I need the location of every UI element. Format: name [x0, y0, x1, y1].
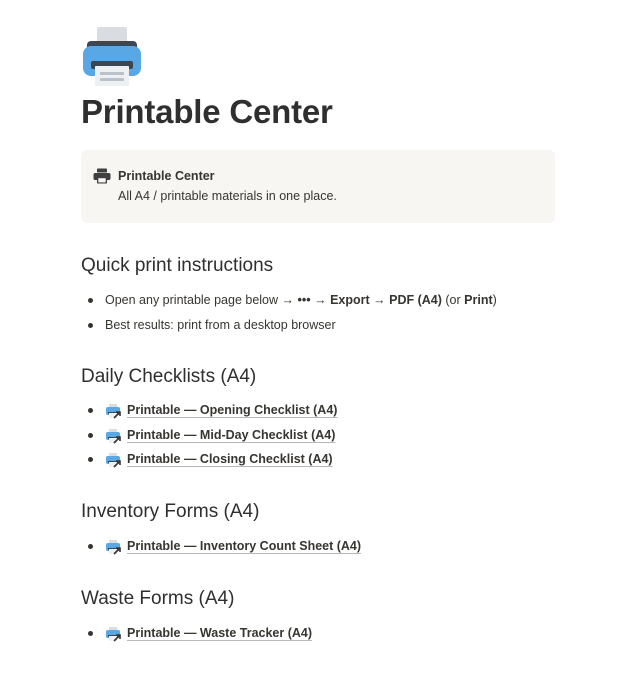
page-link-waste-tracker[interactable]: Printable — Waste Tracker (A4) [105, 621, 312, 645]
daily-list [81, 398, 337, 472]
printer-icon [93, 168, 111, 184]
list-item [81, 423, 337, 448]
bullet-icon [88, 457, 93, 462]
inventory-list [81, 534, 361, 559]
bullet-icon [88, 631, 93, 636]
inventory-heading: Inventory Forms (A4) [81, 501, 260, 522]
instructions-heading: Quick print instructions [81, 255, 274, 276]
daily-heading: Daily Checklists (A4) [81, 366, 257, 387]
printer-link-icon [105, 539, 121, 555]
instruction-text: Open any printable page below → ••• → Export → PDF (A4) (or Print) [105, 293, 497, 307]
callout [81, 150, 555, 223]
list-item [81, 534, 361, 559]
list-item [81, 621, 312, 646]
list-item [81, 447, 337, 472]
waste-heading: Waste Forms (A4) [81, 588, 235, 609]
page-link-inventory-count-sheet[interactable]: Printable — Inventory Count Sheet (A4) [105, 534, 361, 558]
bullet-icon [88, 298, 93, 303]
page-link-opening-checklist[interactable]: Printable — Opening Checklist (A4) [105, 398, 337, 422]
callout-title: Printable Center [118, 169, 215, 183]
callout-text: All A4 / printable materials in one place. [118, 189, 337, 203]
page-title: Printable Center [81, 93, 333, 130]
bullet-icon [88, 323, 93, 328]
bullet-icon [88, 408, 93, 413]
printer-link-icon [105, 626, 121, 642]
list-item [81, 288, 497, 313]
printer-link-icon [105, 403, 121, 419]
printer-icon[interactable] [81, 26, 143, 90]
printer-link-icon [105, 428, 121, 444]
instruction-text: Best results: print from a desktop browser [105, 317, 336, 332]
page-link-closing-checklist[interactable]: Printable — Closing Checklist (A4) [105, 447, 333, 471]
bullet-icon [88, 433, 93, 438]
printer-link-icon [105, 452, 121, 468]
instructions-list [81, 288, 497, 337]
page-link-midday-checklist[interactable]: Printable — Mid-Day Checklist (A4) [105, 423, 335, 447]
list-item [81, 313, 497, 338]
list-item [81, 398, 337, 423]
waste-list [81, 621, 312, 646]
bullet-icon [88, 544, 93, 549]
